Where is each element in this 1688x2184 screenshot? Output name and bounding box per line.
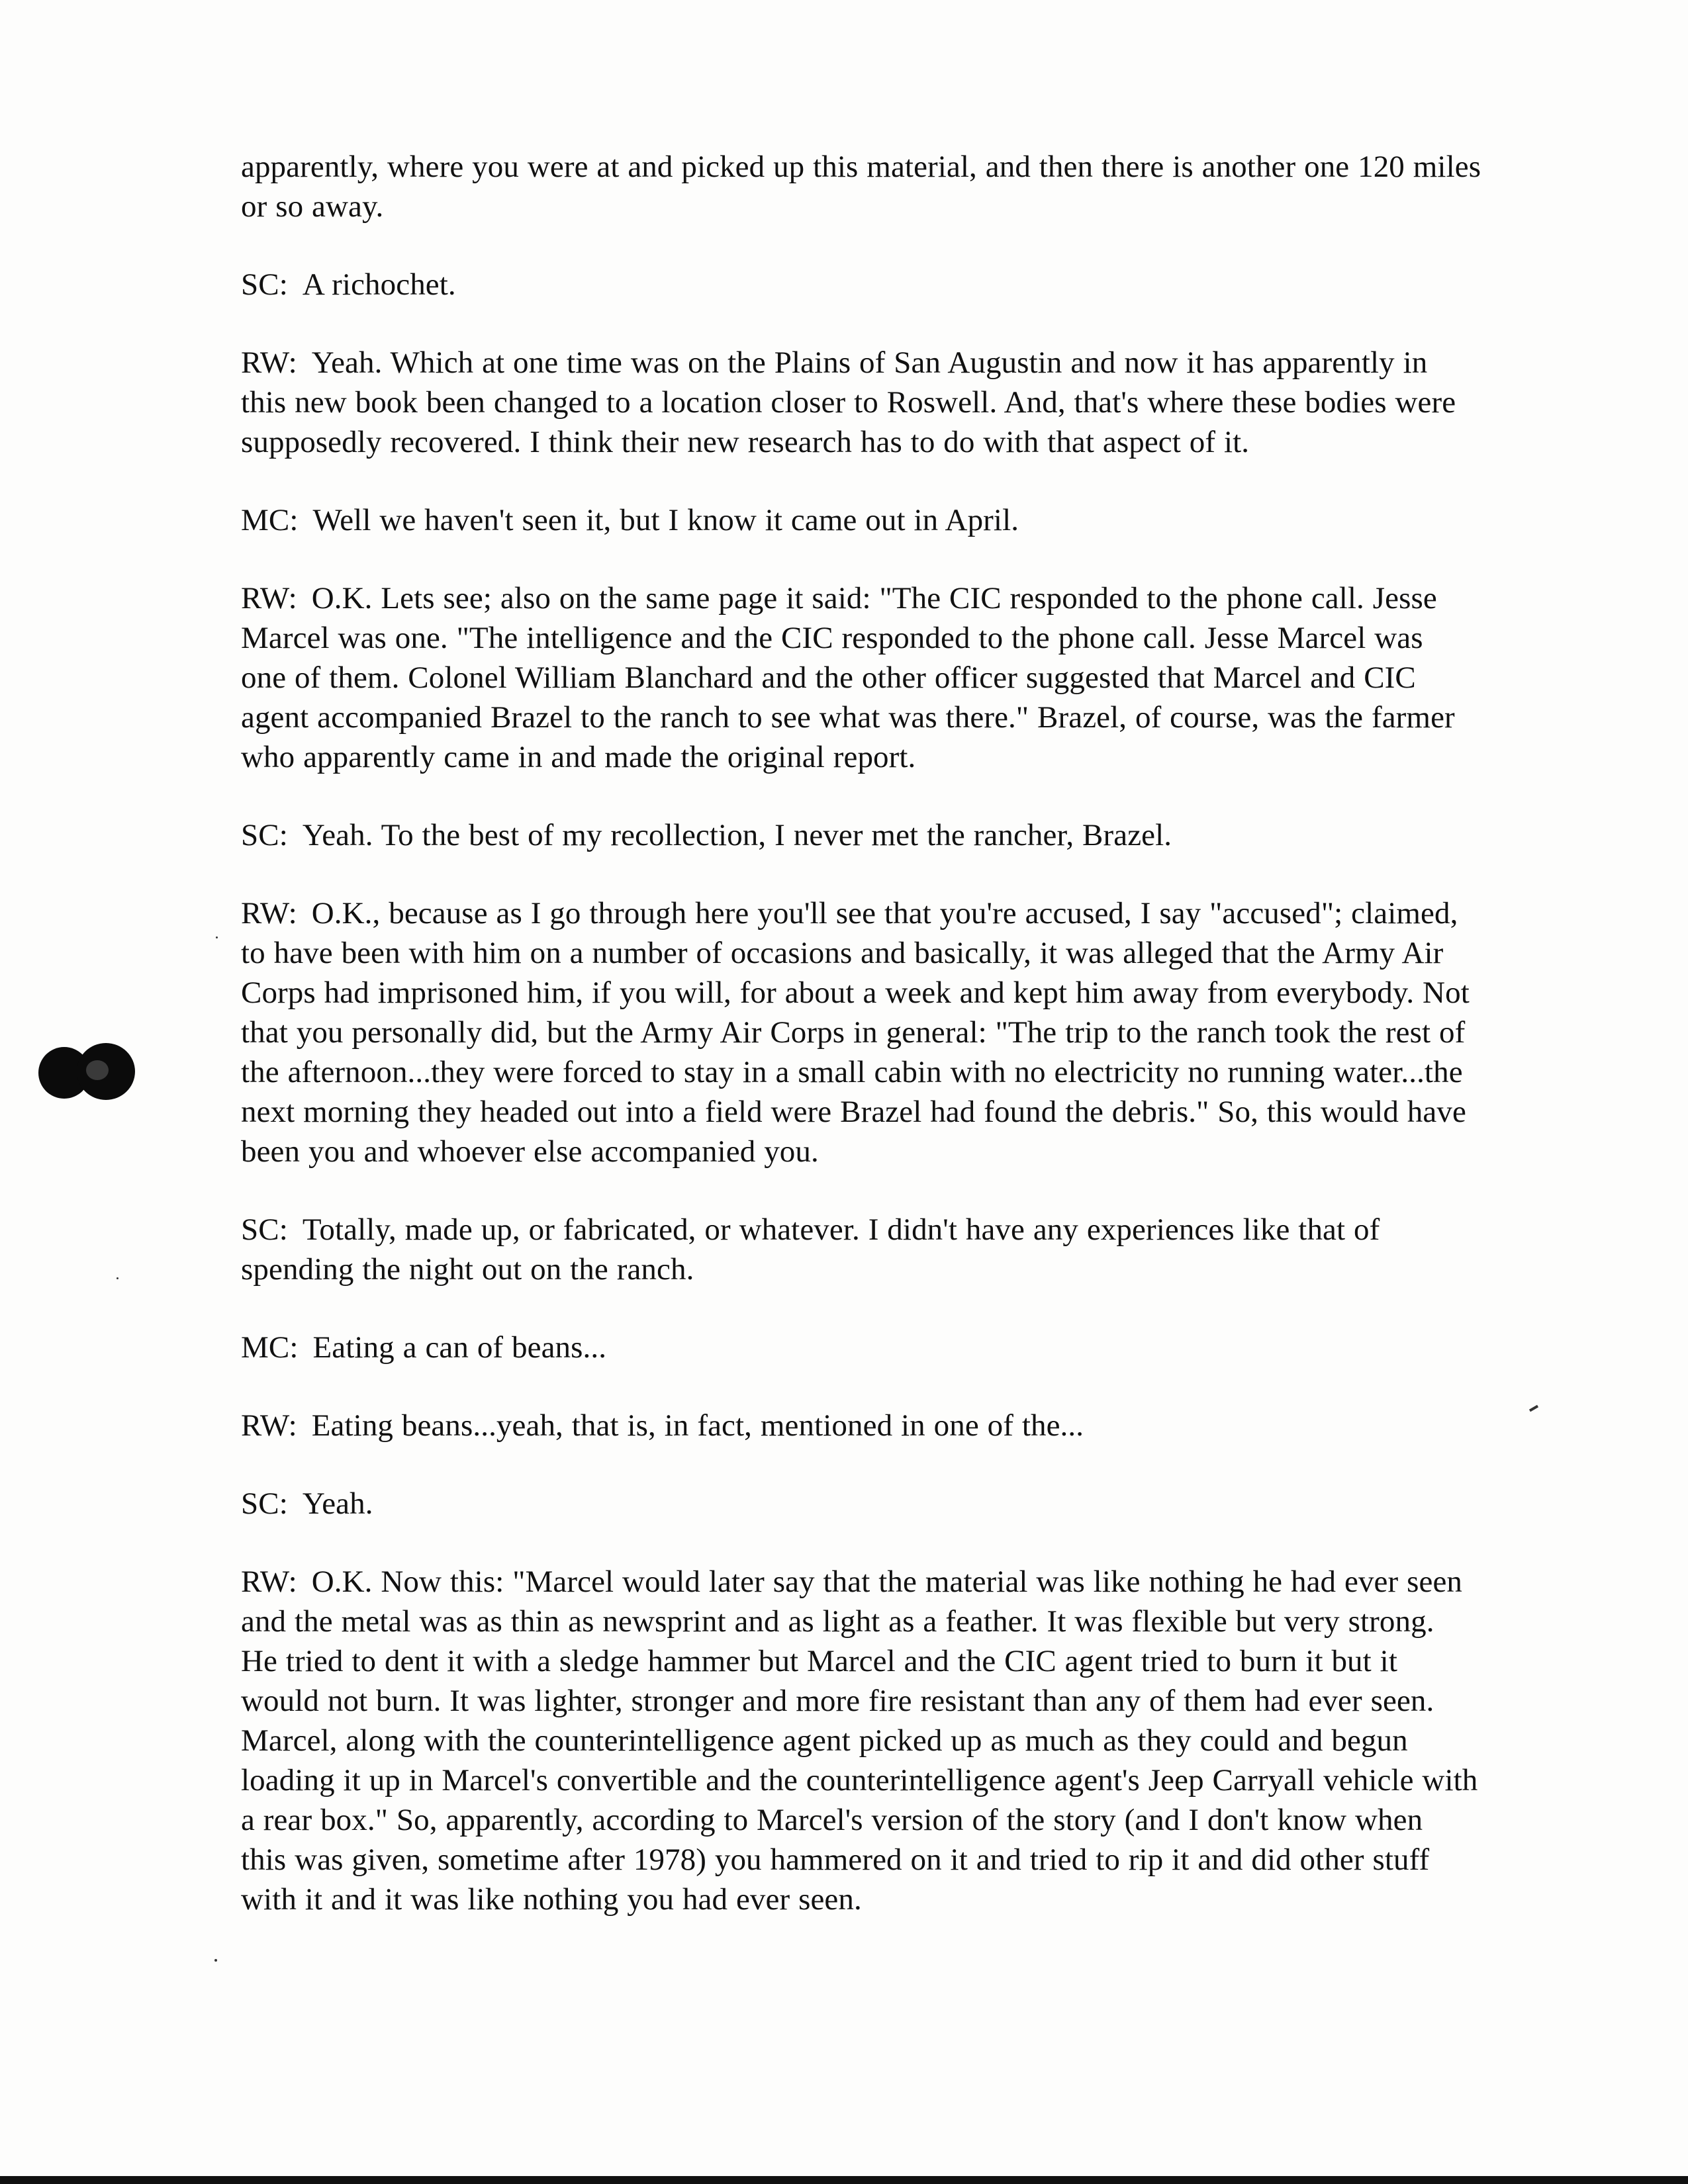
transcript-line (241, 658, 1578, 698)
line-text: Marcel, along with the counterintelligence agent picked up as much as they could and begun (241, 1723, 1408, 1758)
line-text: been you and whoever else accompanied you. (241, 1134, 819, 1169)
line-text: would not burn. It was lighter, stronger and more fire resistant than any of them had ever seen. (241, 1684, 1434, 1718)
transcript-paragraph (241, 265, 1578, 304)
transcript-line (241, 1840, 1578, 1880)
transcript-line (241, 1800, 1578, 1840)
transcript-line (241, 1760, 1578, 1800)
transcript-line (241, 1132, 1578, 1171)
transcript-line (241, 187, 1578, 226)
speaker-label: MC: (241, 503, 299, 537)
transcript-line (241, 578, 1578, 618)
transcript-paragraph (241, 147, 1578, 226)
transcript-line (241, 1484, 1578, 1524)
speaker-label: MC: (241, 1330, 299, 1365)
transcript-paragraph (241, 815, 1578, 855)
line-text: that you personally did, but the Army Air Corps in general: "The trip to the ranch took the rest of (241, 1015, 1466, 1050)
line-text: Corps had imprisoned him, if you will, for about a week and kept him away from everybody. Not (241, 976, 1470, 1010)
transcript-paragraph (241, 1562, 1578, 1919)
punch-hole-mark (38, 1040, 136, 1103)
line-text: the afternoon...they were forced to stay in a small cabin with no electricity no running water...the (241, 1055, 1463, 1089)
line-text: He tried to dent it with a sledge hammer but Marcel and the CIC agent tried to burn it but it (241, 1644, 1397, 1678)
line-text: O.K., because as I go through here you'll see that you're accused, I say "accused"; claimed, (311, 896, 1458, 931)
transcript-paragraph (241, 500, 1578, 540)
speaker-label: RW: (241, 1408, 297, 1443)
transcript-body (241, 147, 1578, 1958)
transcript-line (241, 1721, 1578, 1760)
transcript-paragraph (241, 343, 1578, 462)
line-text: Totally, made up, or fabricated, or whatever. I didn't have any experiences like that of (302, 1212, 1380, 1247)
transcript-line (241, 973, 1578, 1013)
transcript-line (241, 1602, 1578, 1641)
line-text: who apparently came in and made the original report. (241, 740, 916, 774)
scan-bottom-edge (0, 2176, 1688, 2184)
line-text: Yeah. To the best of my recollection, I never met the rancher, Brazel. (302, 818, 1172, 852)
transcript-line (241, 383, 1578, 422)
stray-dot (214, 1959, 217, 1962)
line-text: this was given, sometime after 1978) you hammered on it and tried to rip it and did other stuff (241, 1843, 1430, 1877)
line-text: Yeah. Which at one time was on the Plains of San Augustin and now it has apparently in (311, 345, 1428, 380)
line-text: loading it up in Marcel's convertible and the counterintelligence agent's Jeep Carryall vehicle with (241, 1763, 1478, 1797)
transcript-line (241, 343, 1578, 383)
line-text: this new book been changed to a location closer to Roswell. And, that's where these bodies were (241, 385, 1456, 420)
speaker-label: SC: (241, 267, 288, 302)
line-text: a rear box." So, apparently, according to Marcel's version of the story (and I don't know when (241, 1803, 1423, 1837)
transcript-line (241, 147, 1578, 187)
transcript-paragraph (241, 578, 1578, 777)
stray-dot (216, 936, 218, 938)
line-text: and the metal was as thin as newsprint and as light as a feather. It was flexible but very strong. (241, 1604, 1434, 1639)
speaker-label: SC: (241, 818, 288, 852)
line-text: Yeah. (302, 1486, 373, 1521)
line-text: next morning they headed out into a field were Brazel had found the debris." So, this would have (241, 1095, 1466, 1129)
transcript-line (241, 1406, 1578, 1445)
transcript-line (241, 1641, 1578, 1681)
transcript-line (241, 1210, 1578, 1250)
speaker-label: RW: (241, 1565, 297, 1599)
line-text: O.K. Lets see; also on the same page it said: "The CIC responded to the phone call. Jesse (311, 581, 1437, 615)
transcript-line (241, 1092, 1578, 1132)
transcript-line (241, 1013, 1578, 1052)
transcript-line (241, 1562, 1578, 1602)
stray-dot (117, 1277, 118, 1279)
line-text: Eating beans...yeah, that is, in fact, mentioned in one of the... (311, 1408, 1084, 1443)
transcript-line (241, 698, 1578, 737)
line-text: agent accompanied Brazel to the ranch to see what was there." Brazel, of course, was the farmer (241, 700, 1455, 735)
transcript-line (241, 265, 1578, 304)
line-text: supposedly recovered. I think their new research has to do with that aspect of it. (241, 425, 1250, 459)
speaker-label: RW: (241, 345, 297, 380)
transcript-line (241, 815, 1578, 855)
line-text: with it and it was like nothing you had ever seen. (241, 1882, 862, 1917)
line-text: apparently, where you were at and picked up this material, and then there is another one 120 miles (241, 150, 1481, 184)
line-text: or so away. (241, 189, 384, 224)
transcript-line (241, 1052, 1578, 1092)
transcript-paragraph (241, 1210, 1578, 1289)
transcript-line (241, 618, 1578, 658)
transcript-line (241, 1328, 1578, 1367)
transcript-line (241, 933, 1578, 973)
transcript-paragraph (241, 1406, 1578, 1445)
transcript-paragraph (241, 1328, 1578, 1367)
line-text: one of them. Colonel William Blanchard and the other officer suggested that Marcel and CIC (241, 660, 1416, 695)
line-text: O.K. Now this: "Marcel would later say that the material was like nothing he had ever seen (311, 1565, 1463, 1599)
transcript-paragraph (241, 1484, 1578, 1524)
transcript-line (241, 1681, 1578, 1721)
line-text: Well we haven't seen it, but I know it came out in April. (312, 503, 1019, 537)
transcript-line (241, 1880, 1578, 1919)
punch-hole-speck (86, 1060, 109, 1080)
line-text: Marcel was one. "The intelligence and the CIC responded to the phone call. Jesse Marcel was (241, 621, 1423, 655)
transcript-line (241, 422, 1578, 462)
speaker-label: SC: (241, 1212, 288, 1247)
speaker-label: RW: (241, 896, 297, 931)
line-text: spending the night out on the ranch. (241, 1252, 694, 1287)
transcript-line (241, 893, 1578, 933)
transcript-line (241, 1250, 1578, 1289)
line-text: Eating a can of beans... (312, 1330, 607, 1365)
line-text: to have been with him on a number of occasions and basically, it was alleged that the Army Air (241, 936, 1444, 970)
transcript-line (241, 500, 1578, 540)
line-text: A richochet. (302, 267, 456, 302)
speaker-label: RW: (241, 581, 297, 615)
transcript-line (241, 737, 1578, 777)
transcript-paragraph (241, 893, 1578, 1171)
speaker-label: SC: (241, 1486, 288, 1521)
